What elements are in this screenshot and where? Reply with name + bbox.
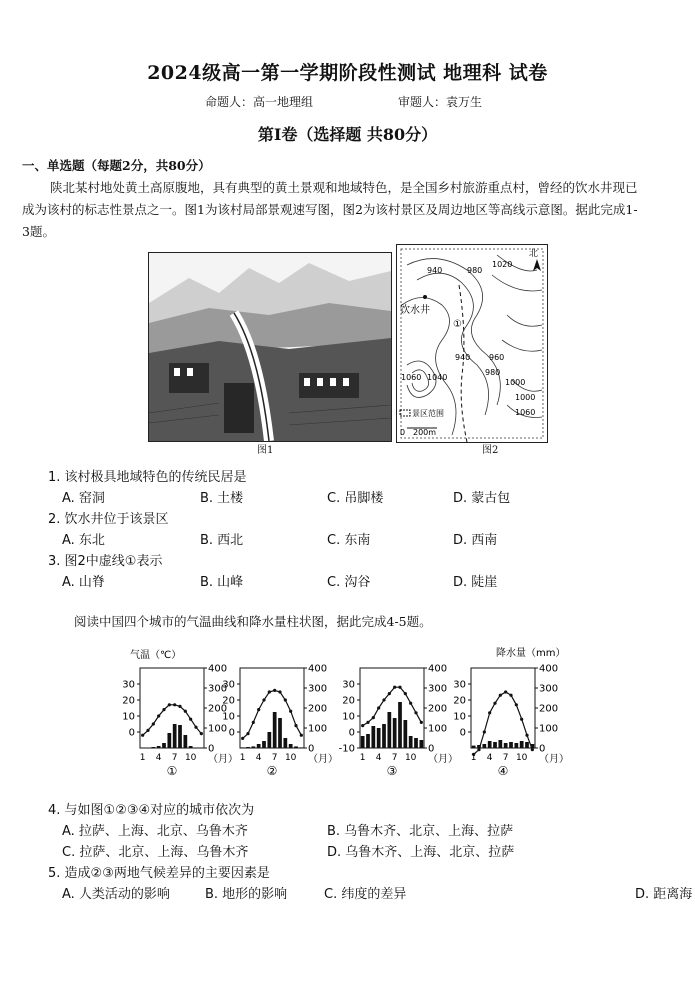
q3-option-c[interactable]: C. 沟谷 bbox=[327, 575, 371, 590]
precip-tick-label: 0 bbox=[208, 743, 215, 755]
precip-bar bbox=[361, 736, 365, 748]
month-tick-label: 1 bbox=[139, 753, 146, 763]
panel-frame bbox=[140, 668, 204, 748]
temp-point bbox=[300, 734, 303, 737]
temp-axis-label: 气温（℃） bbox=[130, 650, 182, 661]
contour-label-2: 980 bbox=[467, 266, 483, 275]
temp-point bbox=[515, 703, 518, 706]
temp-point bbox=[372, 716, 375, 719]
precip-bar bbox=[289, 744, 293, 748]
temp-tick-label: -10 bbox=[338, 743, 355, 755]
precip-bar bbox=[488, 741, 492, 748]
precip-bar bbox=[167, 733, 171, 748]
precip-bar bbox=[189, 746, 193, 748]
well-dot bbox=[423, 295, 427, 299]
q4-option-b[interactable]: B. 乌鲁木齐、北京、上海、拉萨 bbox=[327, 824, 514, 839]
month-tick-label: 10 bbox=[184, 753, 197, 763]
temp-point bbox=[173, 703, 176, 706]
temp-point bbox=[499, 694, 502, 697]
q3-option-a[interactable]: A. 山脊 bbox=[62, 575, 105, 590]
precip-tick-label: 100 bbox=[208, 723, 228, 735]
contour-label-4: 940 bbox=[455, 353, 471, 362]
temp-point bbox=[262, 698, 265, 701]
part-heading: 一、单选题（每题2分，共80分） bbox=[22, 158, 211, 173]
precip-tick-label: 300 bbox=[428, 683, 448, 695]
temp-point bbox=[200, 732, 203, 735]
figure-2-contour-map bbox=[396, 244, 548, 443]
contour-label-10: 1000 bbox=[515, 393, 536, 402]
precip-bar bbox=[382, 724, 386, 748]
contour-label-7: 1000 bbox=[505, 378, 526, 387]
question-4-stem: 4. 与如图①②③④对应的城市依次为 bbox=[48, 803, 255, 818]
well-label: 饮水井 bbox=[400, 305, 430, 316]
precip-bar bbox=[498, 740, 502, 748]
contour-label-5: 960 bbox=[489, 353, 505, 362]
precip-tick-label: 0 bbox=[539, 743, 546, 755]
temp-tick-label: 10 bbox=[342, 711, 355, 723]
figure-1-caption: 图1 bbox=[257, 445, 274, 456]
temp-point bbox=[525, 734, 528, 737]
precip-tick-label: 200 bbox=[208, 703, 228, 715]
month-tick-label: 1 bbox=[239, 753, 246, 763]
temp-tick-label: 30 bbox=[453, 679, 466, 691]
temp-point bbox=[252, 721, 255, 724]
precip-tick-label: 200 bbox=[539, 703, 559, 715]
precip-tick-label: 400 bbox=[208, 663, 228, 675]
temp-point bbox=[366, 721, 369, 724]
month-tick-label: 4 bbox=[375, 753, 382, 763]
north-arrow-icon bbox=[533, 259, 541, 271]
month-tick-label: 4 bbox=[255, 753, 262, 763]
q4-option-a[interactable]: A. 拉萨、上海、北京、乌鲁木齐 bbox=[62, 824, 248, 839]
precip-bar bbox=[403, 720, 407, 748]
temp-point bbox=[157, 714, 160, 717]
month-tick-label: 10 bbox=[515, 753, 528, 763]
temp-tick-label: 0 bbox=[348, 727, 355, 739]
legend-area-label: 景区范围 bbox=[412, 409, 444, 418]
precip-bar bbox=[257, 744, 261, 748]
q3-option-d[interactable]: D. 陡崖 bbox=[453, 575, 498, 590]
temp-point bbox=[268, 690, 271, 693]
temp-point bbox=[504, 690, 507, 693]
temp-tick-label: 20 bbox=[222, 695, 235, 707]
month-tick-label: 7 bbox=[271, 753, 278, 763]
temp-point bbox=[289, 710, 292, 713]
precip-bar bbox=[504, 743, 508, 748]
temp-line bbox=[363, 687, 422, 725]
passage-2: 阅读中国四个城市的气温曲线和降水量柱状图，据此完成4-5题。 bbox=[74, 614, 432, 629]
contour-label-3: 1020 bbox=[492, 260, 513, 269]
temp-point bbox=[294, 724, 297, 727]
climate-panel-3 bbox=[339, 664, 458, 779]
reviewer-text: 审题人：袁万生 bbox=[398, 95, 483, 109]
temp-point bbox=[377, 706, 380, 709]
panel-number: ② bbox=[266, 764, 278, 778]
temp-point bbox=[361, 724, 364, 727]
temp-point bbox=[284, 698, 287, 701]
temp-point bbox=[420, 721, 423, 724]
temp-tick-label: 10 bbox=[122, 711, 135, 723]
temp-point bbox=[241, 737, 244, 740]
setter-text: 命题人：高一地理组 bbox=[205, 95, 314, 109]
temp-point bbox=[520, 718, 523, 721]
temp-point bbox=[493, 702, 496, 705]
temp-tick-label: 30 bbox=[222, 679, 235, 691]
temp-point bbox=[388, 692, 391, 695]
q1-option-b[interactable]: B. 土楼 bbox=[200, 491, 244, 506]
temp-tick-label: 30 bbox=[342, 679, 355, 691]
contour-label-11: 1060 bbox=[515, 408, 536, 417]
precip-bar bbox=[246, 747, 250, 748]
exam-title: 2024级高一第一学期阶段性测试 地理科 试卷 bbox=[147, 62, 548, 84]
temp-point bbox=[141, 734, 144, 737]
north-label: 北 bbox=[529, 249, 539, 259]
climate-panel-1 bbox=[122, 664, 238, 779]
panel-frame bbox=[471, 668, 535, 748]
q5-option-c[interactable]: C. 纬度的差异 bbox=[324, 887, 407, 902]
month-tick-label: 1 bbox=[470, 753, 477, 763]
precip-tick-label: 300 bbox=[539, 683, 559, 695]
month-tick-label: 10 bbox=[404, 753, 417, 763]
precip-bar bbox=[273, 712, 277, 748]
precip-axis-label: 降水量（mm） bbox=[496, 648, 566, 659]
temp-point bbox=[257, 708, 260, 711]
precip-tick-label: 100 bbox=[308, 723, 328, 735]
temp-point bbox=[398, 686, 401, 689]
scale-start: 0 bbox=[400, 428, 406, 437]
question-3-stem: 3. 图2中虚线①表示 bbox=[48, 554, 163, 569]
temp-tick-label: 20 bbox=[122, 695, 135, 707]
question-1-stem: 1. 该村极具地域特色的传统民居是 bbox=[48, 470, 247, 485]
precip-tick-label: 200 bbox=[308, 703, 328, 715]
precip-bar bbox=[387, 712, 391, 748]
precip-bar bbox=[183, 735, 187, 748]
contour-label-8: 1060 bbox=[401, 373, 422, 382]
precip-bar bbox=[366, 734, 370, 748]
month-unit-label: （月） bbox=[308, 754, 338, 765]
q2-option-c[interactable]: C. 东南 bbox=[327, 533, 371, 548]
month-tick-label: 7 bbox=[391, 753, 398, 763]
temp-point bbox=[162, 708, 165, 711]
temp-tick-label: 30 bbox=[122, 679, 135, 691]
temp-point bbox=[393, 686, 396, 689]
precip-bar bbox=[514, 743, 518, 748]
q1-option-c[interactable]: C. 吊脚楼 bbox=[327, 491, 384, 506]
precip-bar bbox=[173, 724, 177, 748]
precip-tick-label: 300 bbox=[308, 683, 328, 695]
temp-tick-label: 0 bbox=[459, 727, 466, 739]
contour-label-1: 940 bbox=[427, 266, 443, 275]
question-2-stem: 2. 饮水井位于该景区 bbox=[48, 512, 169, 527]
temp-point bbox=[246, 732, 249, 735]
precip-tick-label: 400 bbox=[308, 663, 328, 675]
q2-option-a[interactable]: A. 东北 bbox=[62, 533, 105, 548]
climate-charts bbox=[108, 640, 588, 780]
temp-tick-label: 0 bbox=[228, 727, 235, 739]
precip-bar bbox=[482, 744, 486, 748]
temp-point bbox=[278, 690, 281, 693]
precip-bar bbox=[393, 718, 397, 748]
month-tick-label: 10 bbox=[284, 753, 297, 763]
temp-point bbox=[483, 730, 486, 733]
precip-bar bbox=[162, 743, 166, 748]
precip-bar bbox=[398, 702, 402, 748]
dashed-line-1 bbox=[459, 285, 467, 442]
precip-bar bbox=[151, 747, 155, 748]
precip-tick-label: 100 bbox=[539, 723, 559, 735]
precip-bar bbox=[157, 746, 161, 748]
precip-bar bbox=[472, 746, 476, 748]
climate-panel-2 bbox=[222, 664, 338, 779]
temp-point bbox=[273, 689, 276, 692]
precip-bar bbox=[278, 718, 282, 748]
precip-bar bbox=[371, 726, 375, 748]
precip-tick-label: 100 bbox=[428, 723, 448, 735]
temp-point bbox=[184, 710, 187, 713]
precip-bar bbox=[409, 736, 413, 748]
q2-option-d[interactable]: D. 西南 bbox=[453, 533, 498, 548]
temp-point bbox=[404, 692, 407, 695]
precip-bar bbox=[262, 741, 266, 748]
q5-option-b[interactable]: B. 地形的影响 bbox=[205, 887, 288, 902]
temp-point bbox=[152, 722, 155, 725]
q1-option-d[interactable]: D. 蒙古包 bbox=[453, 491, 511, 506]
temp-tick-label: 10 bbox=[222, 711, 235, 723]
q3-option-b[interactable]: B. 山峰 bbox=[200, 575, 244, 590]
temp-point bbox=[382, 698, 385, 701]
question-5-stem: 5. 造成②③两地气候差异的主要因素是 bbox=[48, 866, 270, 881]
month-unit-label: （月） bbox=[539, 754, 569, 765]
precip-bar bbox=[241, 747, 245, 748]
month-unit-label: （月） bbox=[208, 754, 238, 765]
panel-number: ③ bbox=[386, 764, 398, 778]
q2-option-b[interactable]: B. 西北 bbox=[200, 533, 244, 548]
q5-option-d[interactable]: D. 距离海 bbox=[635, 887, 693, 902]
precip-bar bbox=[520, 741, 524, 748]
temp-point bbox=[189, 718, 192, 721]
precip-bar bbox=[493, 742, 497, 748]
climate-panel-4 bbox=[453, 664, 569, 779]
precip-bar bbox=[283, 738, 287, 748]
q4-option-c[interactable]: C. 拉萨、北京、上海、乌鲁木齐 bbox=[62, 845, 249, 860]
month-tick-label: 4 bbox=[155, 753, 162, 763]
temp-point bbox=[146, 729, 149, 732]
temp-tick-label: 20 bbox=[342, 695, 355, 707]
temp-tick-label: 0 bbox=[128, 727, 135, 739]
temp-point bbox=[409, 702, 412, 705]
precip-bar bbox=[414, 738, 418, 748]
temp-tick-label: 20 bbox=[453, 695, 466, 707]
section-title: 第Ⅰ卷（选择题 共80分） bbox=[257, 125, 438, 144]
landscape-sketch-image bbox=[149, 253, 391, 441]
precip-bar bbox=[294, 746, 298, 748]
temp-point bbox=[509, 694, 512, 697]
precip-bar bbox=[178, 725, 182, 748]
precip-tick-label: 400 bbox=[428, 663, 448, 675]
month-tick-label: 7 bbox=[502, 753, 509, 763]
precip-bar bbox=[251, 746, 255, 748]
passage-1: 陕北某村地处黄土高原腹地，具有典型的黄土景观和地域特色，是全国乡村旅游重点村，曾经的饮水井现已成为该村的标志性景点之一。图1为该村局部景观速写图，图2为该村景区及周边地区等高线示意图。据此完成1-3题。 bbox=[22, 180, 638, 239]
figure-2-caption: 图2 bbox=[482, 445, 499, 456]
scale-end: 200m bbox=[413, 428, 437, 437]
precip-tick-label: 300 bbox=[208, 683, 228, 695]
q4-option-d[interactable]: D. 乌鲁木齐、上海、北京、拉萨 bbox=[327, 845, 515, 860]
month-tick-label: 4 bbox=[486, 753, 493, 763]
precip-tick-label: 0 bbox=[428, 743, 435, 755]
marker-1: ① bbox=[453, 319, 462, 330]
precip-tick-label: 200 bbox=[428, 703, 448, 715]
temp-point bbox=[194, 726, 197, 729]
precip-bar bbox=[299, 747, 303, 748]
precip-bar bbox=[377, 728, 381, 748]
precip-bar bbox=[509, 742, 513, 748]
month-tick-label: 7 bbox=[171, 753, 178, 763]
precip-tick-label: 400 bbox=[539, 663, 559, 675]
precip-bar bbox=[525, 742, 529, 748]
panel-frame bbox=[240, 668, 304, 748]
temp-line bbox=[243, 690, 302, 738]
month-tick-label: 1 bbox=[359, 753, 366, 763]
temp-point bbox=[488, 711, 491, 714]
temp-line bbox=[143, 705, 202, 735]
precip-bar bbox=[419, 740, 423, 748]
panel-number: ④ bbox=[497, 764, 509, 778]
temp-point bbox=[531, 748, 534, 751]
panel-number: ① bbox=[166, 764, 178, 778]
temp-point bbox=[178, 705, 181, 708]
contour-label-6: 980 bbox=[485, 368, 501, 377]
month-unit-label: （月） bbox=[428, 754, 458, 765]
precip-bar bbox=[267, 732, 271, 748]
figure-1-sketch bbox=[148, 252, 392, 442]
temp-tick-label: 10 bbox=[453, 711, 466, 723]
contour-label-9: 1040 bbox=[427, 373, 448, 382]
temp-point bbox=[414, 711, 417, 714]
q1-option-a[interactable]: A. 窑洞 bbox=[62, 491, 105, 506]
precip-tick-label: 0 bbox=[308, 743, 315, 755]
temp-point bbox=[477, 748, 480, 751]
temp-point bbox=[168, 703, 171, 706]
q5-option-a[interactable]: A. 人类活动的影响 bbox=[62, 887, 170, 902]
